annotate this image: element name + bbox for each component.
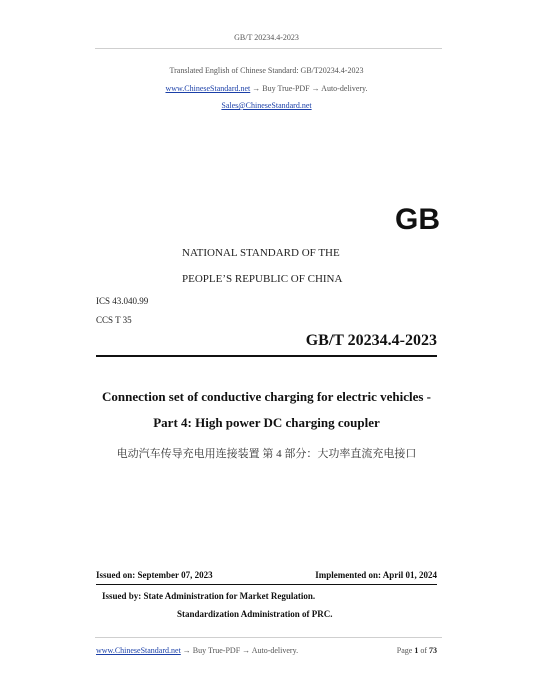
sales-email-row bbox=[0, 101, 533, 110]
footer-buy-text: → Buy True-PDF → Auto-delivery. bbox=[182, 646, 299, 655]
ics-code: ICS 43.040.99 bbox=[96, 296, 149, 306]
prc-line: PEOPLE’S REPUBLIC OF CHINA bbox=[182, 273, 343, 285]
national-standard-line: NATIONAL STANDARD OF THE bbox=[182, 247, 340, 259]
english-title-line2: Part 4: High power DC charging coupler bbox=[153, 415, 380, 430]
english-title-line1: Connection set of conductive charging for electric vehicles - bbox=[101, 389, 432, 404]
total-pages: 73 bbox=[429, 646, 437, 655]
page-indicator: Page 1 of 73 bbox=[396, 646, 437, 655]
page-number: 1 bbox=[414, 646, 419, 655]
gb-logo: GB bbox=[395, 203, 440, 236]
header-rule bbox=[95, 48, 442, 49]
ccs-code: CCS T 35 bbox=[96, 315, 132, 325]
issuer-line1: Issued by: State Administration for Market Regulation. bbox=[102, 591, 316, 601]
title-rule bbox=[96, 355, 437, 357]
translation-notice-links bbox=[0, 84, 533, 93]
issuer-line2: Standardization Administration of PRC. bbox=[177, 609, 333, 619]
footer-chinesestandard-link[interactable]: www.ChineseStandard.net bbox=[96, 646, 181, 655]
buy-delivery-text: → Buy True-PDF → Auto-delivery. bbox=[252, 84, 368, 93]
standard-number: GB/T 20234.4-2023 bbox=[305, 332, 437, 349]
translation-notice-line: Translated English of Chinese Standard: GB/T20234.4-2023 bbox=[169, 66, 364, 75]
chinesestandard-link[interactable]: www.ChineseStandard.net bbox=[165, 84, 251, 93]
footer-rule bbox=[95, 637, 442, 638]
footer-links bbox=[96, 646, 298, 655]
implemented-date: Implemented on: April 01, 2024 bbox=[315, 570, 437, 580]
dates-rule bbox=[96, 584, 437, 585]
sales-email-link[interactable]: Sales@ChineseStandard.net bbox=[221, 101, 312, 110]
running-header: GB/T 20234.4-2023 bbox=[234, 33, 299, 42]
issued-date: Issued on: September 07, 2023 bbox=[96, 570, 213, 580]
chinese-title: 电动汽车传导充电用连接装置 第 4 部分：大功率直流充电接口 bbox=[116, 448, 417, 460]
